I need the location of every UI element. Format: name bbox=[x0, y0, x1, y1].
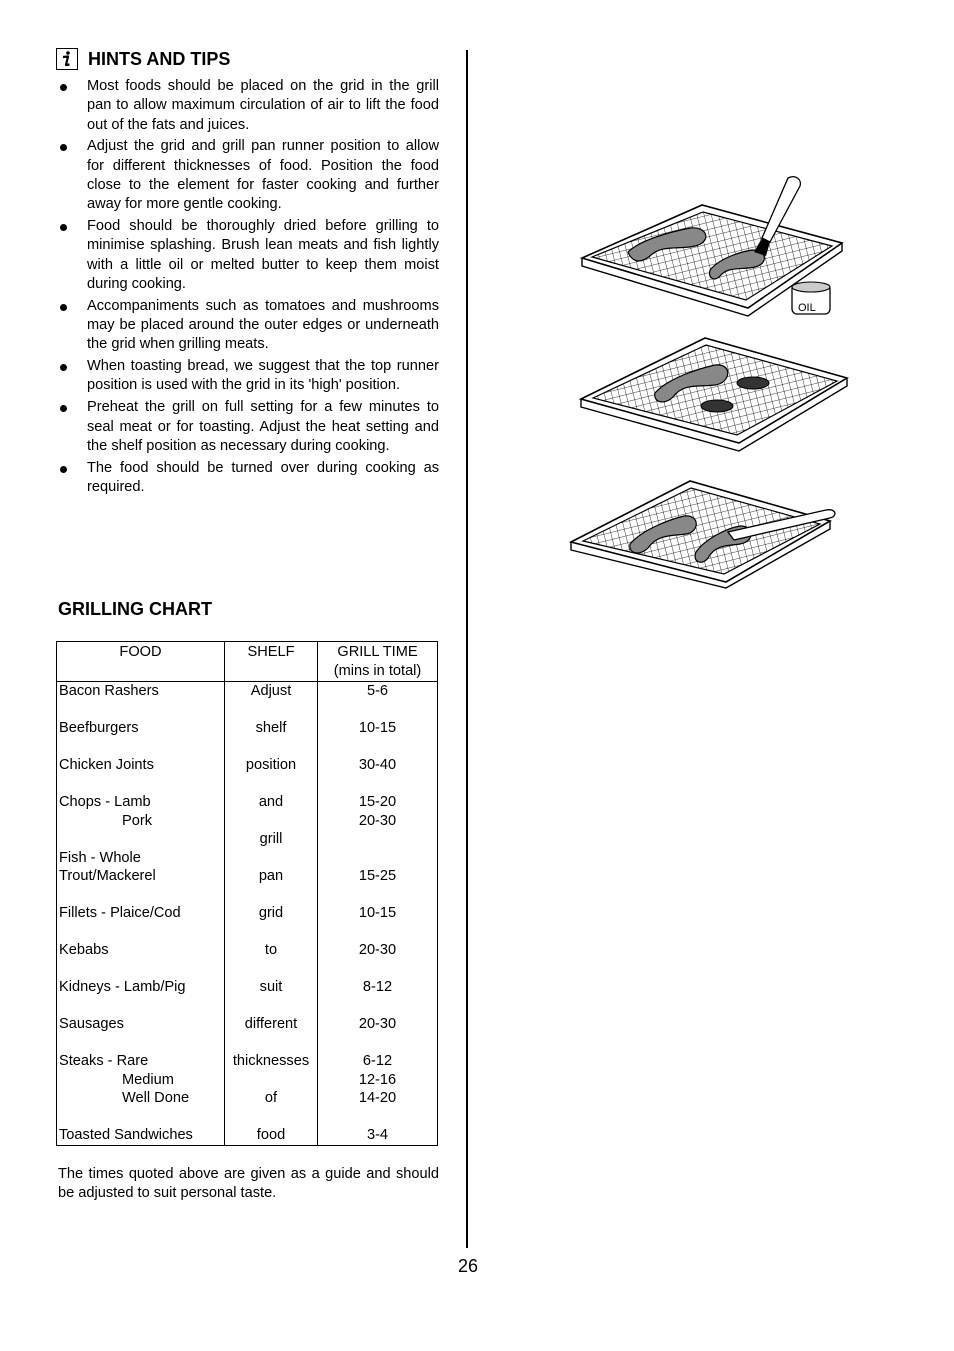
table-cell-time: 10-15 bbox=[358, 720, 397, 736]
bullet-icon bbox=[60, 144, 67, 151]
table-header-row bbox=[57, 642, 438, 682]
table-cell-time: 10-15 bbox=[358, 905, 397, 921]
table-cell-shelf bbox=[225, 960, 317, 979]
table-cell-shelf bbox=[225, 1071, 317, 1090]
hint-text: The food should be turned over during cooking as required. bbox=[87, 459, 439, 495]
table-cell-food bbox=[59, 738, 224, 757]
table-cell-shelf: shelf bbox=[255, 720, 287, 736]
table-cell-shelf bbox=[225, 1108, 317, 1127]
table-cell-shelf bbox=[225, 812, 317, 831]
table-cell-time: 15-25 bbox=[358, 868, 397, 884]
table-cell-shelf: of bbox=[264, 1090, 278, 1106]
table-cell-time bbox=[318, 1034, 437, 1053]
hint-text: Most foods should be placed on the grid in the grill pan to allow maximum circulation of air to lift the food out of the fats and juices. bbox=[87, 78, 439, 133]
bullet-icon bbox=[60, 364, 67, 371]
table-cell-food: Pork bbox=[122, 812, 153, 829]
hint-item bbox=[58, 459, 439, 498]
table-cell-food bbox=[59, 830, 224, 849]
table-cell-shelf bbox=[225, 1034, 317, 1053]
grill-time-column bbox=[318, 682, 438, 1146]
table-cell-food: Well Done bbox=[122, 1090, 190, 1106]
table-cell-time bbox=[318, 923, 437, 942]
table-cell-food: Kebabs bbox=[59, 942, 109, 958]
table-cell-time bbox=[318, 738, 437, 757]
table-cell-shelf: different bbox=[244, 1016, 298, 1032]
page-number: 26 bbox=[458, 1256, 479, 1276]
table-cell-food: Steaks - Rare bbox=[59, 1053, 149, 1069]
info-icon bbox=[56, 48, 78, 70]
table-cell-time bbox=[318, 775, 437, 794]
table-cell-shelf: thicknesses bbox=[232, 1053, 310, 1069]
table-cell-food: Fillets - Plaice/Cod bbox=[59, 905, 181, 921]
table-cell-food: Beefburgers bbox=[59, 720, 139, 736]
table-cell-time: 5-6 bbox=[366, 683, 389, 699]
table-cell-shelf bbox=[225, 738, 317, 757]
table-cell-time: 20-30 bbox=[358, 942, 397, 958]
table-cell-shelf: to bbox=[264, 942, 278, 958]
table-cell-food: Trout/Mackerel bbox=[59, 868, 156, 884]
bullet-icon bbox=[60, 224, 67, 231]
table-cell-food bbox=[59, 775, 224, 794]
table-cell-shelf: grill bbox=[259, 831, 283, 847]
hints-list bbox=[58, 77, 439, 500]
table-cell-shelf: position bbox=[245, 757, 297, 773]
table-cell-food bbox=[59, 886, 224, 905]
table-cell-food: Chicken Joints bbox=[59, 757, 154, 773]
table-cell-time bbox=[318, 849, 437, 868]
table-cell-time: 14-20 bbox=[358, 1090, 397, 1106]
hint-item bbox=[58, 217, 439, 294]
hint-text: When toasting bread, we suggest that the top runner position is used with the grid in its 'high' position. bbox=[87, 358, 439, 394]
table-cell-shelf: Adjust bbox=[250, 683, 292, 699]
table-cell-time bbox=[318, 701, 437, 720]
oil-label: OIL bbox=[798, 302, 816, 314]
table-cell-time: 6-12 bbox=[362, 1053, 393, 1069]
hint-text: Preheat the grill on full setting for a few minutes to seal meat or for toasting. Adjust the heat setting and the shelf position as necessary during cooking. bbox=[87, 399, 439, 454]
shelf-column bbox=[225, 682, 318, 1146]
table-cell-food: Kidneys - Lamb/Pig bbox=[59, 979, 186, 995]
table-cell-shelf: grid bbox=[258, 905, 284, 921]
table-cell-food bbox=[59, 997, 224, 1016]
table-cell-food: Sausages bbox=[59, 1016, 124, 1032]
bullet-icon bbox=[60, 405, 67, 412]
bullet-icon bbox=[60, 84, 67, 91]
table-cell-shelf: suit bbox=[259, 979, 283, 995]
food-column bbox=[57, 682, 225, 1146]
grill-time-header: GRILL TIME (mins in total) bbox=[318, 642, 438, 682]
table-cell-food: Fish - Whole bbox=[59, 849, 141, 866]
table-cell-shelf bbox=[225, 886, 317, 905]
hint-text: Adjust the grid and grill pan runner position to allow for different thicknesses of food. Position the food close to the element for faster cooking and further away for more gentle cooking. bbox=[87, 138, 439, 213]
hint-item bbox=[58, 398, 439, 456]
table-cell-time: 15-20 bbox=[358, 794, 397, 810]
grill-pan-brush-illustration bbox=[570, 170, 850, 320]
table-cell-food: Medium bbox=[122, 1071, 174, 1088]
table-body bbox=[57, 682, 438, 1146]
table-cell-time: 30-40 bbox=[358, 757, 397, 773]
hint-item bbox=[58, 297, 439, 355]
bullet-icon bbox=[60, 304, 67, 311]
table-cell-food bbox=[59, 1034, 224, 1053]
table-cell-shelf bbox=[225, 923, 317, 942]
grill-pan-chop-illustration bbox=[575, 335, 855, 455]
table-cell-food: Chops - Lamb bbox=[59, 794, 151, 810]
table-cell-food bbox=[59, 1108, 224, 1127]
table-cell-time bbox=[318, 997, 437, 1016]
grilling-chart-table bbox=[56, 641, 438, 1146]
table-cell-food bbox=[59, 923, 224, 942]
table-cell-time: 20-30 bbox=[358, 1016, 397, 1032]
table-cell-time bbox=[318, 830, 437, 849]
table-cell-time bbox=[318, 1108, 437, 1127]
hint-item bbox=[58, 77, 439, 135]
table-cell-time: 20-30 bbox=[358, 812, 397, 829]
hint-text: Food should be thoroughly dried before grilling to minimise splashing. Brush lean meats and fish lightly with a little oil or melted butter to keep them moist during cooking. bbox=[87, 218, 439, 292]
table-cell-shelf bbox=[225, 849, 317, 868]
table-cell-shelf: and bbox=[258, 794, 284, 810]
table-cell-time: 3-4 bbox=[366, 1127, 389, 1143]
hint-item bbox=[58, 357, 439, 396]
table-cell-time bbox=[318, 886, 437, 905]
shelf-header: SHELF bbox=[225, 642, 318, 682]
table-cell-food bbox=[59, 960, 224, 979]
hint-item bbox=[58, 137, 439, 214]
table-cell-food: Bacon Rashers bbox=[59, 683, 159, 699]
table-cell-time: 12-16 bbox=[358, 1071, 397, 1088]
table-cell-time bbox=[318, 960, 437, 979]
table-cell-shelf bbox=[225, 997, 317, 1016]
bullet-icon bbox=[60, 466, 67, 473]
hint-text: Accompaniments such as tomatoes and mushrooms may be placed around the outer edges or underneath the grid when grilling meats. bbox=[87, 297, 439, 353]
table-cell-food: Toasted Sandwiches bbox=[59, 1127, 193, 1143]
table-cell-shelf bbox=[225, 775, 317, 794]
table-cell-food bbox=[59, 701, 224, 720]
food-header: FOOD bbox=[57, 642, 225, 682]
hints-title: HINTS AND TIPS bbox=[88, 49, 231, 69]
table-cell-time: 8-12 bbox=[362, 979, 393, 995]
grill-pan-tongs-illustration bbox=[568, 478, 848, 593]
column-divider bbox=[466, 50, 468, 1248]
chart-title: GRILLING CHART bbox=[58, 599, 212, 619]
table-cell-shelf bbox=[225, 701, 317, 720]
chart-footnote: The times quoted above are given as a guide and should be adjusted to suit personal taste. bbox=[58, 1166, 439, 1201]
table-cell-shelf: pan bbox=[258, 868, 284, 884]
table-cell-shelf: food bbox=[256, 1127, 286, 1143]
